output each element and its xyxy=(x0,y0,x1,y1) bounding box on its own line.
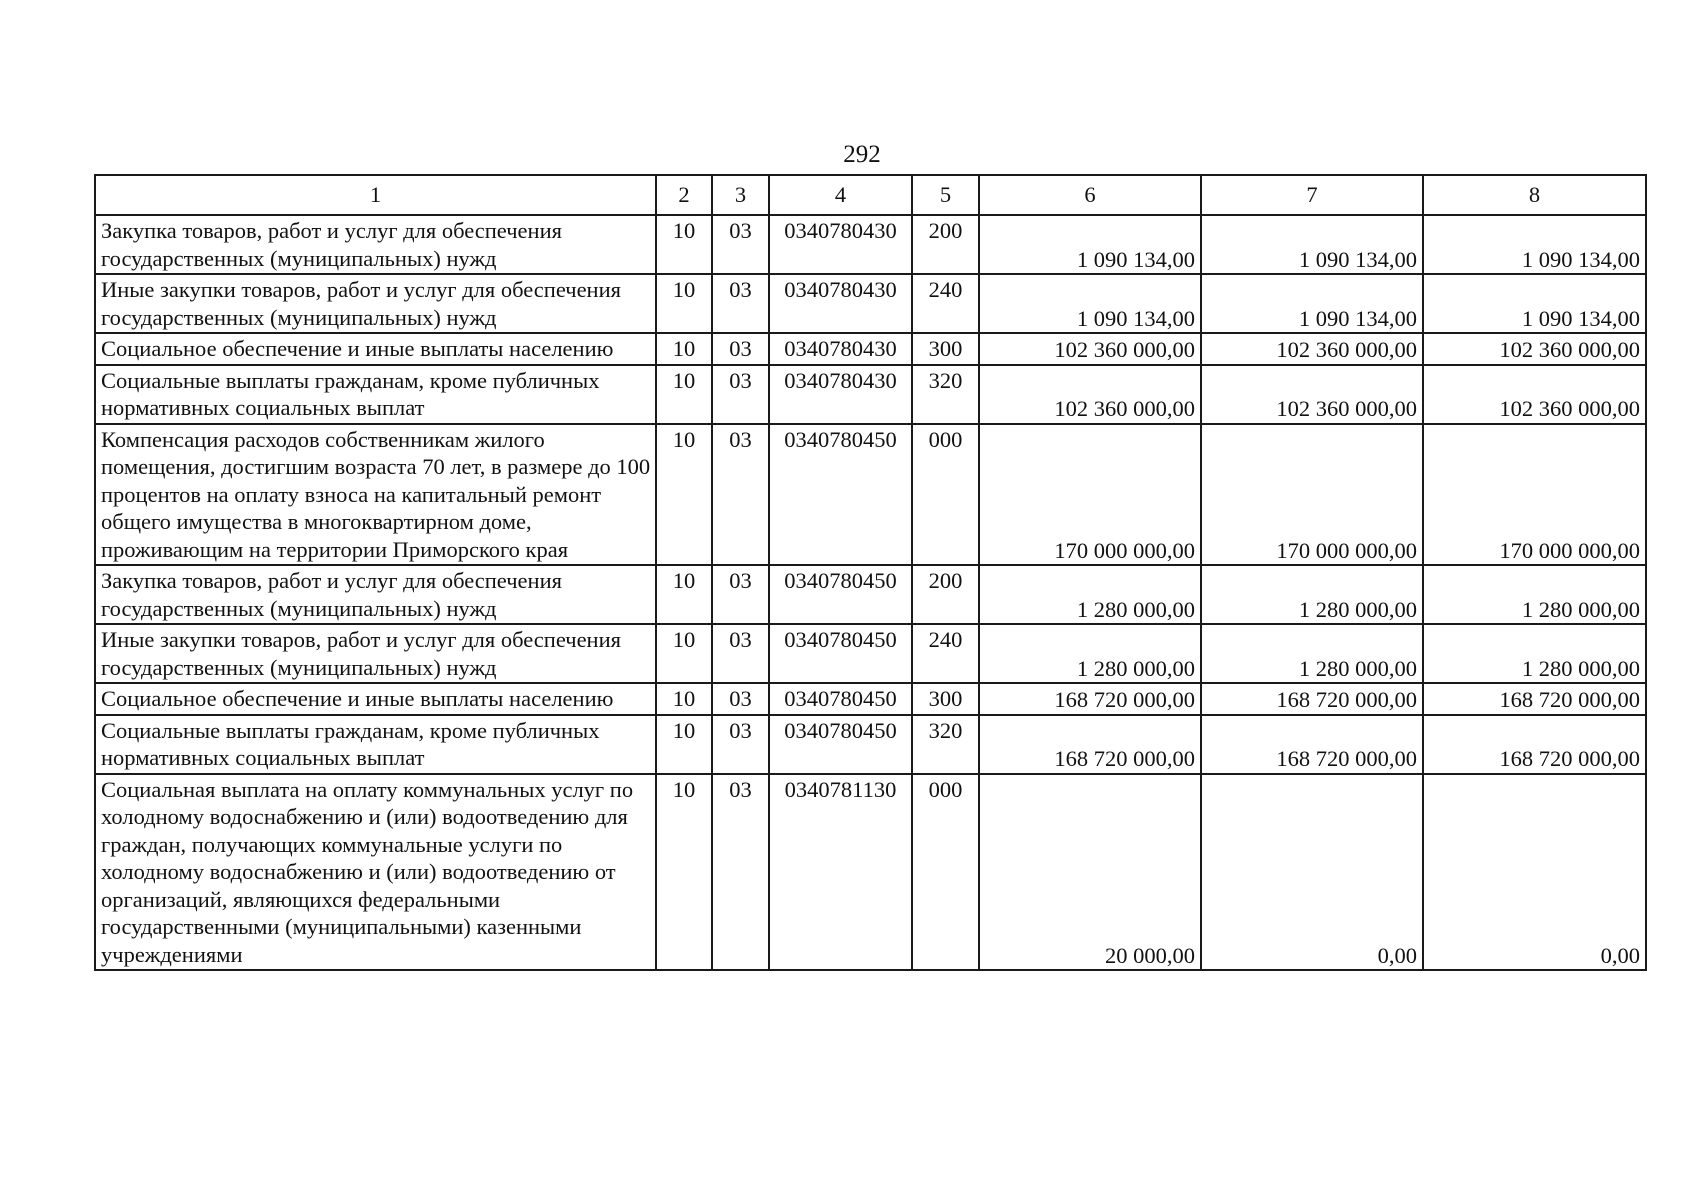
row-subsection: 03 xyxy=(712,215,769,274)
row-section: 10 xyxy=(656,683,712,715)
row-amount-col8: 1 280 000,00 xyxy=(1423,565,1646,624)
row-amount-col6: 1 090 134,00 xyxy=(979,274,1201,333)
row-subsection: 03 xyxy=(712,333,769,365)
table-row xyxy=(95,774,1646,971)
row-expense-type: 240 xyxy=(912,274,979,333)
row-target-code: 0340780450 xyxy=(769,715,912,774)
row-name: Иные закупки товаров, работ и услуг для обеспечения государственных (муниципальных) нужд xyxy=(95,624,656,683)
row-section: 10 xyxy=(656,215,712,274)
row-target-code: 0340780450 xyxy=(769,424,912,566)
row-section: 10 xyxy=(656,774,712,971)
row-name: Закупка товаров, работ и услуг для обеспечения государственных (муниципальных) нужд xyxy=(95,565,656,624)
row-subsection: 03 xyxy=(712,365,769,424)
row-amount-col7: 102 360 000,00 xyxy=(1201,365,1423,424)
budget-table xyxy=(94,174,1647,971)
row-amount-col7: 1 280 000,00 xyxy=(1201,624,1423,683)
row-amount-col6: 20 000,00 xyxy=(979,774,1201,971)
row-amount-col6: 1 090 134,00 xyxy=(979,215,1201,274)
row-name: Социальное обеспечение и иные выплаты населению xyxy=(95,333,656,365)
row-amount-col6: 102 360 000,00 xyxy=(979,333,1201,365)
row-target-code: 0340780430 xyxy=(769,215,912,274)
row-name: Социальные выплаты гражданам, кроме публичных нормативных социальных выплат xyxy=(95,715,656,774)
table-row xyxy=(95,715,1646,774)
table-row xyxy=(95,624,1646,683)
row-expense-type: 200 xyxy=(912,565,979,624)
column-header: 3 xyxy=(712,175,769,215)
row-amount-col7: 1 280 000,00 xyxy=(1201,565,1423,624)
row-name: Иные закупки товаров, работ и услуг для обеспечения государственных (муниципальных) нужд xyxy=(95,274,656,333)
row-expense-type: 000 xyxy=(912,774,979,971)
column-header: 1 xyxy=(95,175,656,215)
row-amount-col8: 1 090 134,00 xyxy=(1423,215,1646,274)
row-amount-col7: 1 090 134,00 xyxy=(1201,274,1423,333)
row-amount-col8: 0,00 xyxy=(1423,774,1646,971)
row-amount-col6: 168 720 000,00 xyxy=(979,683,1201,715)
row-subsection: 03 xyxy=(712,565,769,624)
row-amount-col7: 168 720 000,00 xyxy=(1201,683,1423,715)
row-expense-type: 200 xyxy=(912,215,979,274)
table-row xyxy=(95,565,1646,624)
row-amount-col8: 1 280 000,00 xyxy=(1423,624,1646,683)
table-row xyxy=(95,365,1646,424)
table-row xyxy=(95,683,1646,715)
row-expense-type: 320 xyxy=(912,365,979,424)
row-target-code: 0340780430 xyxy=(769,274,912,333)
row-expense-type: 240 xyxy=(912,624,979,683)
row-amount-col7: 170 000 000,00 xyxy=(1201,424,1423,566)
row-amount-col8: 170 000 000,00 xyxy=(1423,424,1646,566)
row-expense-type: 300 xyxy=(912,683,979,715)
row-amount-col6: 102 360 000,00 xyxy=(979,365,1201,424)
row-expense-type: 300 xyxy=(912,333,979,365)
row-name: Социальные выплаты гражданам, кроме публичных нормативных социальных выплат xyxy=(95,365,656,424)
row-amount-col8: 1 090 134,00 xyxy=(1423,274,1646,333)
page-number: 292 xyxy=(843,141,881,168)
row-amount-col8: 168 720 000,00 xyxy=(1423,715,1646,774)
row-name: Компенсация расходов собственникам жилого помещения, достигшим возраста 70 лет, в размере до 100 процентов на оплату взноса на капитальный ремонт общего имущества в многоквартирном доме, проживающим на территории Приморского края xyxy=(95,424,656,566)
row-target-code: 0340780430 xyxy=(769,333,912,365)
column-header: 4 xyxy=(769,175,912,215)
row-amount-col6: 1 280 000,00 xyxy=(979,565,1201,624)
row-target-code: 0340781130 xyxy=(769,774,912,971)
row-amount-col7: 102 360 000,00 xyxy=(1201,333,1423,365)
row-name: Закупка товаров, работ и услуг для обеспечения государственных (муниципальных) нужд xyxy=(95,215,656,274)
row-amount-col7: 168 720 000,00 xyxy=(1201,715,1423,774)
row-amount-col6: 170 000 000,00 xyxy=(979,424,1201,566)
column-header: 5 xyxy=(912,175,979,215)
row-amount-col8: 102 360 000,00 xyxy=(1423,333,1646,365)
row-amount-col7: 0,00 xyxy=(1201,774,1423,971)
column-header: 8 xyxy=(1423,175,1646,215)
row-subsection: 03 xyxy=(712,774,769,971)
table-row xyxy=(95,424,1646,566)
row-subsection: 03 xyxy=(712,624,769,683)
row-amount-col6: 1 280 000,00 xyxy=(979,624,1201,683)
row-target-code: 0340780450 xyxy=(769,624,912,683)
column-header: 6 xyxy=(979,175,1201,215)
row-subsection: 03 xyxy=(712,424,769,566)
row-section: 10 xyxy=(656,715,712,774)
row-target-code: 0340780450 xyxy=(769,565,912,624)
row-amount-col8: 102 360 000,00 xyxy=(1423,365,1646,424)
row-subsection: 03 xyxy=(712,274,769,333)
row-subsection: 03 xyxy=(712,715,769,774)
row-section: 10 xyxy=(656,333,712,365)
row-name: Социальное обеспечение и иные выплаты населению xyxy=(95,683,656,715)
row-section: 10 xyxy=(656,424,712,566)
table-row xyxy=(95,274,1646,333)
row-amount-col6: 168 720 000,00 xyxy=(979,715,1201,774)
row-section: 10 xyxy=(656,624,712,683)
row-name: Социальная выплата на оплату коммунальных услуг по холодному водоснабжению и (или) водоотведению для граждан, получающих коммунальные услуги по холодному водоснабжению и (или) водоотведению от организаций, являющихся федеральными государственными (муниципальными) казенными учреждениями xyxy=(95,774,656,971)
row-expense-type: 000 xyxy=(912,424,979,566)
row-amount-col8: 168 720 000,00 xyxy=(1423,683,1646,715)
row-subsection: 03 xyxy=(712,683,769,715)
row-section: 10 xyxy=(656,565,712,624)
column-header: 2 xyxy=(656,175,712,215)
row-target-code: 0340780430 xyxy=(769,365,912,424)
row-amount-col7: 1 090 134,00 xyxy=(1201,215,1423,274)
row-section: 10 xyxy=(656,274,712,333)
row-target-code: 0340780450 xyxy=(769,683,912,715)
table-row xyxy=(95,215,1646,274)
row-section: 10 xyxy=(656,365,712,424)
column-header: 7 xyxy=(1201,175,1423,215)
row-expense-type: 320 xyxy=(912,715,979,774)
table-header-row xyxy=(95,175,1646,215)
table-row xyxy=(95,333,1646,365)
